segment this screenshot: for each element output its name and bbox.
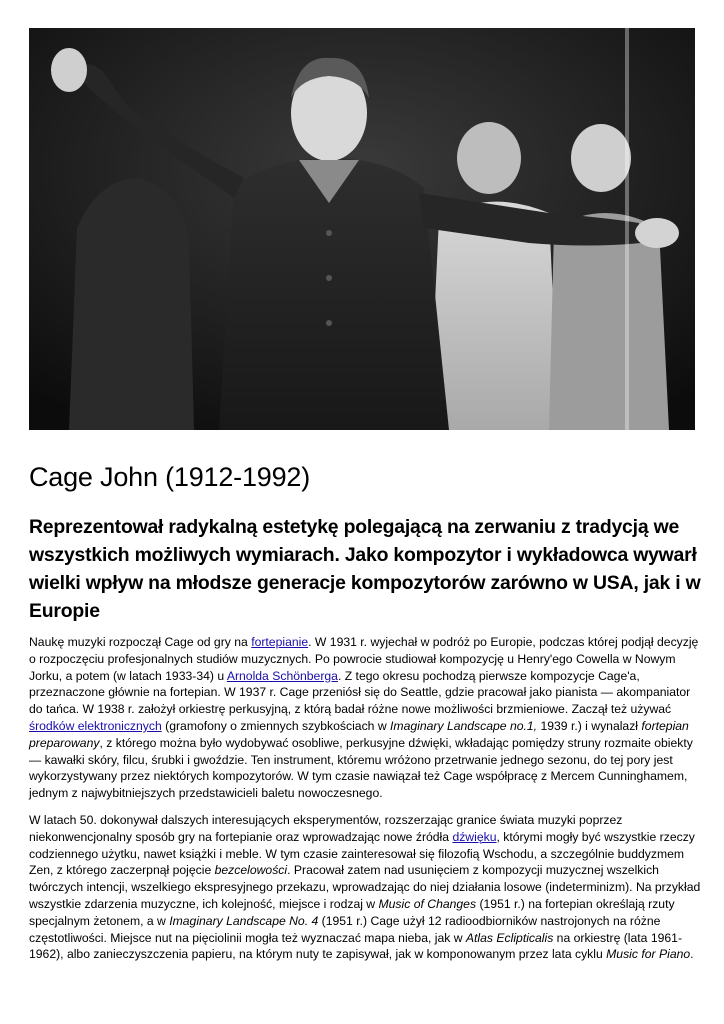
p2-italic-3: Imaginary Landscape No. 4: [169, 913, 319, 928]
p1-text-2: . W 1931 r. wyjechał w podróż po Europie, podczas której podjął decyzję o rozpoczęciu profesjonalnych studiów muzycznych. Po powrocie studiował kompozycję u Henry'ego Cowella w Nowym Jorku, a potem (w latach 1933-34) u: [29, 635, 699, 683]
p2-text-5: (1951 r.) Cage użył 12 radioodbiorników nastrojonych na różne częstotliwości. Miejsce nut na pięciolinii mogła też wyznaczać mapa nieba, jak w: [29, 913, 661, 945]
p2-italic-1: bezcelowości: [214, 863, 288, 878]
lead-paragraph: Reprezentował radykalną estetykę polegającą na zerwaniu z tradycją we wszystkich możliwych wymiarach. Jako kompozytor i wykładowca wywarł wielki wpływ na młodsze generacje kompozytorów zarówno w USA, jak i w Europie: [29, 516, 701, 622]
body-paragraph-1: [29, 634, 701, 802]
p1-italic-1: Imaginary Landscape no.1,: [390, 718, 538, 733]
link-schonberg[interactable]: Arnolda Schönberga: [226, 668, 338, 683]
link-electronic-means[interactable]: środków elektronicznych: [29, 718, 162, 733]
p2-text-7: .: [690, 947, 694, 962]
p2-text-4: (1951 r.) na fortepian określają rzuty specjalnym żetonem, a w: [29, 896, 675, 928]
p2-text-2: , którymi mogły być wszystkie rzeczy codziennego użytku, nawet książki i meble. W tym czasie zainteresował się filozofią Wschodu, a szczególnie buddyzmem Zen, z którego zaczerpnął pojęcie: [29, 829, 695, 878]
p1-text-5: 1939 r.) i wynalazł: [537, 718, 642, 733]
portrait-photo: [29, 28, 695, 430]
page-title: Cage John (1912-1992): [29, 462, 311, 492]
link-fortepian[interactable]: fortepianie: [251, 635, 309, 649]
p2-text-3: . Pracował zatem nad usunięciem z kompozycji muzycznej wszelkich twórczych intencji, wszelkiego ekspresyjnego przekazu, wprowadzając do niej działania losowe (indeterminizm). Na przykład wszystkie zdarzenia muzyczne, ich kolejność, miejsce i rodzaj w: [29, 863, 701, 911]
p2-text-6: na orkiestrę (lata 1961-1962), albo zanieczyszczenia papieru, na którym nuty te zapisywał, jak w komponowanym przez lata cyklu: [29, 930, 683, 962]
p2-italic-2: Music of Changes: [378, 896, 477, 911]
p1-text-4: (gramofony o zmiennych szybkościach w: [161, 718, 391, 733]
link-sound[interactable]: dźwięku: [452, 829, 497, 844]
p1-text-3: . Z tego okresu pochodzą pierwsze kompozycje Cage'a, przeznaczone głównie na fortepian. W 1937 r. Cage przeniósł się do Seattle, gdzie pracował jako pianista — akompaniator do tańca. W 1938 r. założył orkiestrę perkusyjną, z którą badał różne nowe możliwości brzmieniowe. Zaczął też używać: [29, 668, 691, 717]
p2-italic-4: Atlas Eclipticalis: [465, 930, 554, 945]
p2-text-1: W latach 50. dokonywał dalszych interesujących eksperymentów, rozszerzając granice świata muzyki poprzez niekonwencjonalny sposób gry na fortepianie oraz wprowadzając nowe źródła: [29, 813, 623, 844]
p1-text-6: , z którego można było wydobywać osobliwe, perkusyjne dźwięki, wkładając pomiędzy struny rozmaite obiekty — kawałki skóry, filcu, śrubki i gwoździe. Ten instrument, któremu wróżono przetrwanie jednego sezonu, do tej pory jest wykorzystywany przez niektórych kompozytorów. W tym czasie nawiązał też Cage współpracę z Mercem Cunninghamem, jednym z najwybitniejszych przedstawicieli baletu nowoczesnego.: [29, 735, 693, 801]
p2-italic-5: Music for Piano: [606, 947, 691, 962]
p1-italic-2: fortepian preparowany: [29, 718, 689, 750]
portrait-photo-illustration: [29, 28, 695, 430]
body-paragraph-2: [29, 812, 701, 963]
p1-text-1: Naukę muzyki rozpoczął Cage od gry na: [29, 635, 252, 649]
